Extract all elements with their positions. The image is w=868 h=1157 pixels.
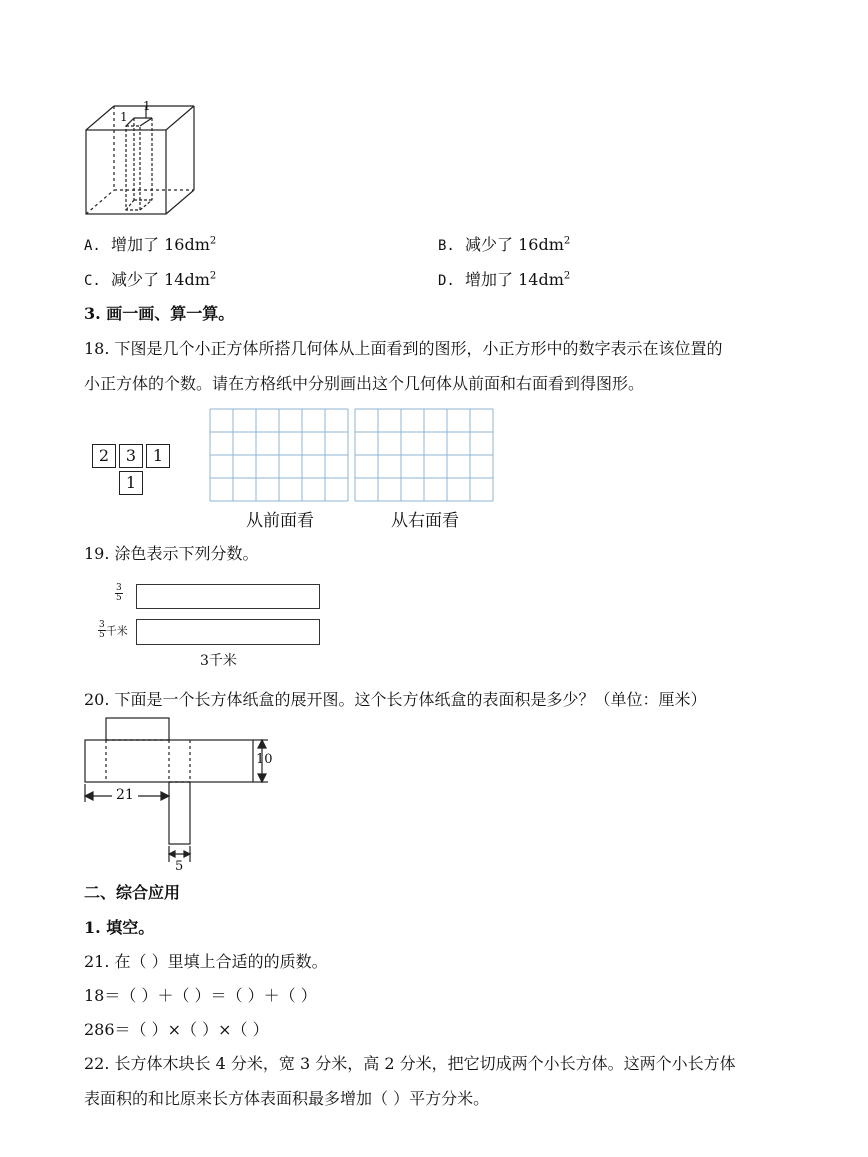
- q18-line2: 小正方体的个数。请在方格纸中分别画出这个几何体从前面和右面看到得图形。: [84, 374, 645, 393]
- grid-label-right: 从右面看: [391, 511, 459, 531]
- choice-c-sup: 2: [209, 270, 217, 282]
- choice-d-letter: D.: [438, 273, 455, 289]
- q20-title: 20. 下面是一个长方体纸盒的展开图。这个长方体纸盒的表面积是多少？（单位：厘米）: [84, 690, 707, 709]
- top-view-cell: 3: [119, 444, 143, 468]
- q21-line2[interactable]: 286＝（ ）×（ ）×（ ）: [84, 1020, 269, 1039]
- fraction-2-unit: 千米: [105, 624, 128, 638]
- fraction-2-den: 5: [99, 630, 105, 640]
- cube-label-left: 1: [120, 110, 128, 124]
- dim-length-label: 21: [116, 787, 134, 803]
- q22-line1: 22. 长方体木块长 4 分米，宽 3 分米，高 2 分米，把它切成两个小长方体。这两个小长方体: [84, 1054, 736, 1073]
- q21-line1[interactable]: 18＝（ ）＋（ ）＝（ ）＋（ ）: [84, 986, 317, 1005]
- choice-b-letter: B.: [438, 238, 455, 254]
- cube-label-top: 1: [143, 99, 151, 113]
- choice-b-text: 减少了 16dm: [465, 235, 564, 254]
- q21-title: 21. 在（ ）里填上合适的的质数。: [84, 952, 328, 971]
- q18-line1: 18. 下图是几个小正方体所搭几何体从上面看到的图形，小正方形中的数字表示在该位置的: [84, 339, 723, 358]
- top-view-cell: 1: [119, 471, 143, 495]
- choice-c-text: 减少了 14dm: [111, 270, 210, 289]
- choice-d-sup: 2: [563, 270, 571, 282]
- q19-title: 19. 涂色表示下列分数。: [84, 544, 259, 563]
- choice-a-sup: 2: [209, 235, 217, 247]
- q22-line2[interactable]: 表面积的和比原来长方体表面积最多增加（ ）平方分米。: [84, 1089, 490, 1108]
- fraction-1-num: 3: [116, 583, 122, 593]
- choice-b-sup: 2: [563, 235, 571, 247]
- choice-d-text: 增加了 14dm: [465, 270, 564, 289]
- section1-title: 1. 填空。: [84, 918, 155, 937]
- bar-total-label: 3千米: [200, 653, 237, 669]
- dim-height-label: 10: [256, 752, 273, 767]
- section3-title: 3. 画一画、算一算。: [84, 304, 235, 323]
- choice-c-letter: C.: [84, 273, 101, 289]
- choice-a-letter: A.: [84, 238, 101, 254]
- fraction-2-num: 3: [99, 620, 105, 630]
- dim-width-label: 5: [175, 859, 184, 874]
- grid-label-front: 从前面看: [246, 511, 314, 531]
- choice-a-text: 增加了 16dm: [111, 235, 210, 254]
- fraction-1-den: 5: [116, 593, 122, 603]
- top-view-cell: 2: [92, 444, 116, 468]
- top-view-cell: 1: [146, 444, 170, 468]
- part2-title: 二、综合应用: [84, 883, 181, 902]
